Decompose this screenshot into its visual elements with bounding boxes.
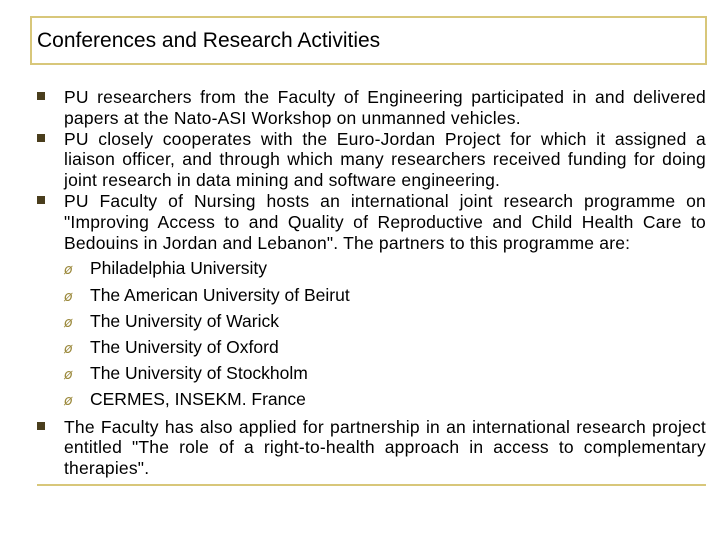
partner-item: [64, 256, 706, 282]
square-bullet-icon: [37, 92, 45, 100]
partner-name: The University of Oxford: [90, 336, 279, 357]
diameter-bullet-icon: ø: [64, 367, 73, 384]
partner-name: The University of Stockholm: [90, 363, 308, 384]
partner-item: [64, 309, 706, 335]
bullet-text: The Faculty has also applied for partnership in an international research project entitled "The role of a right-to-health approach in access to complementary therapies".: [64, 416, 706, 479]
slide-title: Conferences and Research Activities: [37, 29, 381, 52]
bullet-text: PU closely cooperates with the Euro-Jordan Project for which it assigned a liaison officer, and through which many researchers received funding for doing joint research in data mining and software engineering.: [64, 128, 706, 191]
partner-item: [64, 283, 706, 309]
partner-name: Philadelphia University: [90, 258, 268, 279]
title-frame-bottom: [30, 63, 707, 65]
partner-name: CERMES, INSEKM. France: [90, 389, 306, 410]
title-frame-left: [30, 16, 32, 64]
partner-name: The American University of Beirut: [90, 284, 350, 305]
square-bullet-icon: [37, 134, 45, 142]
partner-item: [64, 361, 706, 387]
bullet-text: PU Faculty of Nursing hosts an international joint research programme on "Improving Access to and Quality of Reproductive and Child Health Care to Bedouins in Jordan and Lebanon". The partners to this programme are:: [64, 190, 706, 253]
footer-rule: [37, 484, 706, 486]
bullet-item: [0, 87, 720, 129]
partner-list: [0, 256, 720, 413]
title-frame-top: [30, 16, 707, 18]
square-bullet-icon: [37, 422, 45, 430]
diameter-bullet-icon: ø: [64, 340, 73, 357]
partner-name: The University of Warick: [90, 310, 279, 331]
diameter-bullet-icon: ø: [64, 393, 73, 410]
bullet-text: PU researchers from the Faculty of Engineering participated in and delivered papers at the Nato-ASI Workshop on unmanned vehicles.: [64, 87, 706, 128]
bullet-item: [0, 417, 720, 479]
diameter-bullet-icon: ø: [64, 288, 73, 305]
bullet-item: [0, 129, 720, 191]
square-bullet-icon: [37, 196, 45, 204]
title-frame-right: [705, 16, 707, 64]
partner-item: [64, 387, 706, 413]
diameter-bullet-icon: ø: [64, 262, 73, 279]
slide-content: [0, 87, 720, 479]
diameter-bullet-icon: ø: [64, 314, 73, 331]
partner-item: [64, 335, 706, 361]
bullet-item: [0, 191, 720, 253]
